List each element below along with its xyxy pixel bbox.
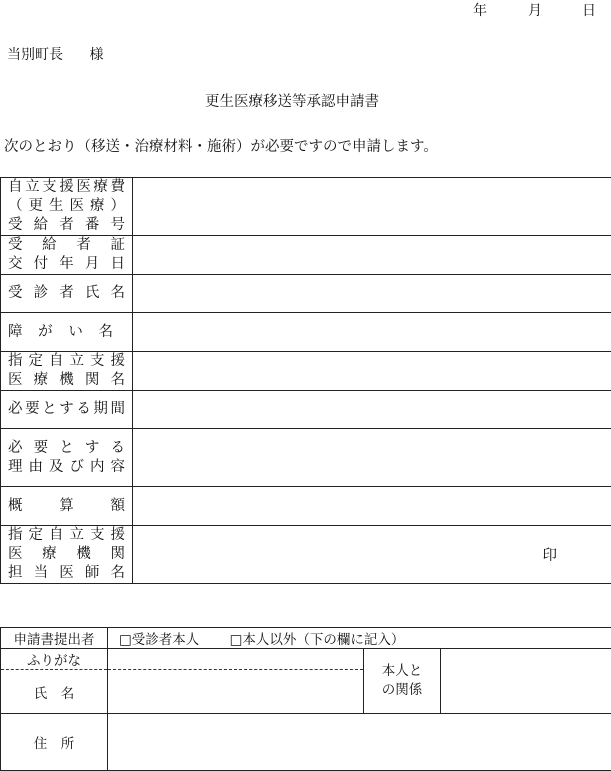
row-doctor [1,526,611,584]
label-patient-name [1,275,133,313]
label-period [1,391,133,429]
label-disability [1,313,133,352]
row-estimate [1,487,611,526]
label-submitter: 申請書提出者 [1,628,108,649]
option-self-checkbox[interactable]: □受診者本人 [119,632,199,648]
label-line: 理由及び内容 [8,458,125,477]
field-disability[interactable] [133,313,611,352]
label-line: 医療機関 [8,545,125,564]
label-line: の関係 [364,681,440,700]
document-title: 更生医療移送等承認申請書 [205,90,379,111]
submitter-table [0,627,611,771]
field-reason[interactable] [133,429,611,487]
row-issue-date [1,236,611,275]
date-month: 月 [528,0,542,20]
row-reason [1,429,611,487]
label-estimate [1,487,133,526]
row-submitter [1,628,611,649]
label-line: 指定自立支援 [8,526,125,545]
row-patient-name [1,275,611,313]
label-line: （更生医療） [8,197,125,216]
addressee-town: 当別町長 [7,47,63,63]
addressee-honorific: 様 [89,47,103,63]
date-year: 年 [473,0,487,20]
label-furigana: ふりがな [1,649,108,670]
field-relation[interactable] [441,649,611,714]
application-table [0,177,611,584]
label-institution [1,352,133,391]
label-line: 受診者氏名 [8,284,125,303]
row-recipient-number [1,178,611,236]
seal-mark: 印 [543,544,558,565]
row-furigana [1,649,611,670]
date-day: 日 [582,0,596,20]
label-line: 医療機関名 [8,371,125,390]
label-recipient-number [1,178,133,236]
label-line: 必要とする [8,439,125,458]
label-name: 氏 名 [1,670,108,714]
date-line [470,0,611,18]
label-line: 担当医師名 [8,564,125,583]
label-address: 住 所 [1,714,108,771]
field-furigana[interactable] [108,649,364,670]
field-period[interactable] [133,391,611,429]
label-reason [1,429,133,487]
label-doctor [1,526,133,584]
label-line: 必要とする期間 [8,400,125,419]
row-address [1,714,611,771]
field-estimate[interactable] [133,487,611,526]
label-line: 受給者証 [8,236,125,255]
field-recipient-number[interactable] [133,178,611,236]
intro-text: 次のとおり（移送・治療材料・施術）が必要ですので申請します。 [4,135,438,156]
field-doctor[interactable] [133,526,611,584]
label-issue-date [1,236,133,275]
field-name[interactable] [108,670,364,714]
submitter-options [108,628,611,649]
field-patient-name[interactable] [133,275,611,313]
field-issue-date[interactable] [133,236,611,275]
field-address[interactable] [108,714,611,771]
label-line: 交付年月日 [8,255,125,274]
addressee [7,44,103,64]
label-line: 自立支援医療費 [8,178,125,197]
label-line: 指定自立支援 [8,352,125,371]
label-line: 障がい名 [8,323,113,342]
label-line: 受給者番号 [8,216,125,235]
option-other-checkbox[interactable]: □本人以外（下の欄に記入） [230,632,405,648]
row-disability [1,313,611,352]
label-line: 本人と [364,662,440,681]
label-line: 概算額 [8,497,125,516]
row-period [1,391,611,429]
label-relation [364,649,441,714]
field-institution[interactable] [133,352,611,391]
row-institution [1,352,611,391]
